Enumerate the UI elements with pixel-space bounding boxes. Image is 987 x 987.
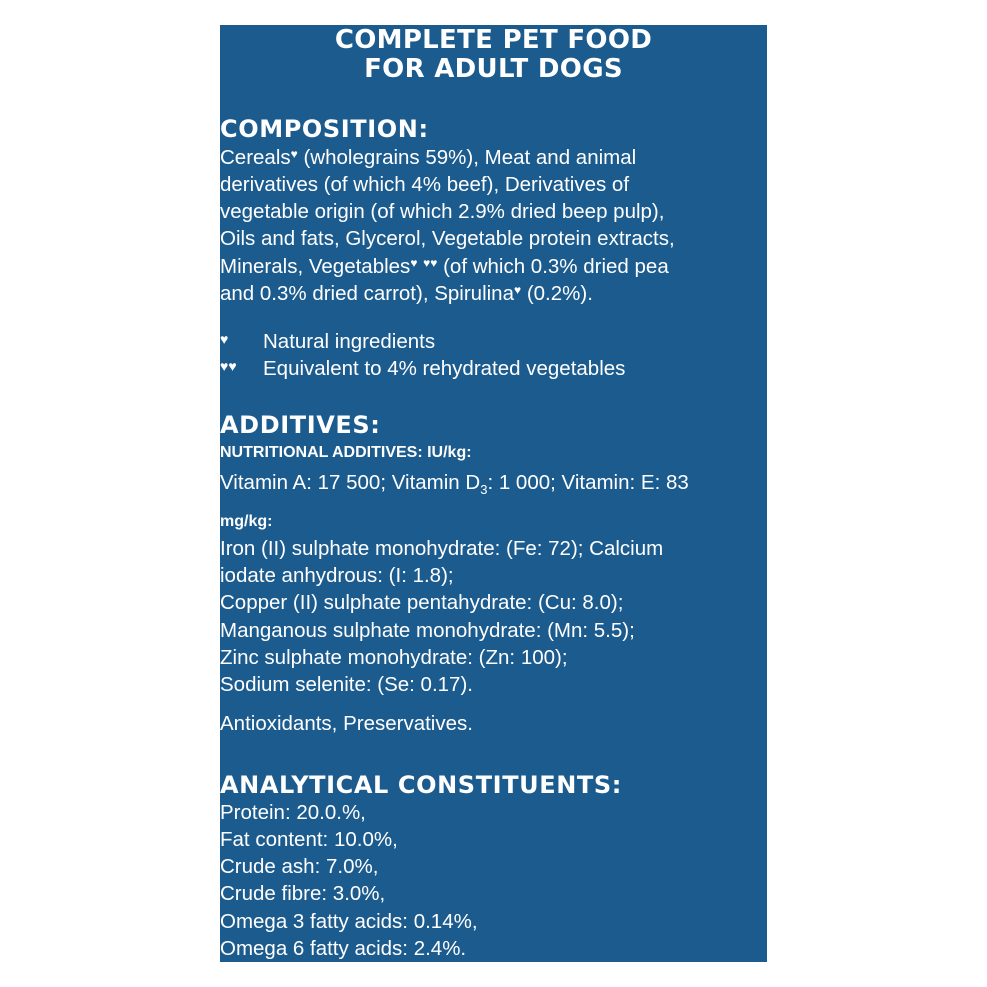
label-panel [220, 25, 767, 962]
mgkg-heading: mg/kg: [220, 513, 273, 530]
vitamins-text: Vitamin A: 17 500; Vitamin D [220, 471, 481, 494]
constituent-line: Protein: 20.0.%, [220, 801, 366, 824]
legend-natural-ingredients: Natural ingredients [263, 330, 436, 353]
constituent-line: Crude ash: 7.0%, [220, 855, 379, 878]
heart-icon: ♥ [220, 331, 229, 347]
mineral-line: Zinc sulphate monohydrate: (Zn: 100); [220, 646, 568, 669]
composition-line: derivatives (of which 4% beef), Derivatives of [220, 173, 630, 196]
composition-line [220, 280, 593, 307]
title-line-2: FOR ADULT DOGS [364, 54, 623, 84]
heart-icon: ♥ [290, 147, 298, 161]
vitamin-d-subscript: 3 [480, 482, 488, 498]
constituent-line: Fat content: 10.0%, [220, 828, 398, 851]
composition-text: Cereals [220, 146, 291, 169]
composition-heading: COMPOSITION: [220, 115, 429, 143]
constituent-line: Omega 6 fatty acids: 2.4%. [220, 937, 467, 960]
nutritional-additives-heading: NUTRITIONAL ADDITIVES: IU/kg: [220, 444, 472, 461]
composition-text: (of which 0.3% dried pea [437, 255, 669, 278]
composition-line: Oils and fats, Glycerol, Vegetable protein extracts, [220, 227, 675, 250]
mineral-line: Manganous sulphate monohydrate: (Mn: 5.5); [220, 619, 635, 642]
additives-heading: ADDITIVES: [220, 411, 381, 439]
mineral-line: Iron (II) sulphate monohydrate: (Fe: 72); Calcium [220, 537, 664, 560]
title-line-1: COMPLETE PET FOOD [334, 25, 653, 55]
composition-text: (wholegrains 59%), Meat and animal [297, 146, 637, 169]
double-heart-icon: ♥♥ [220, 358, 237, 374]
double-heart-icon: ♥♥ [423, 256, 438, 270]
composition-line [220, 144, 636, 171]
vitamins-text: : 1 000; Vitamin: E: 83 [487, 471, 689, 494]
mineral-line: iodate anhydrous: (I: 1.8); [220, 564, 454, 587]
composition-line [220, 253, 669, 280]
constituent-line: Crude fibre: 3.0%, [220, 882, 386, 905]
analytical-heading: ANALYTICAL CONSTITUENTS: [220, 771, 622, 799]
composition-text: (0.2%). [521, 282, 593, 305]
legend-rehydrated-vegetables: Equivalent to 4% rehydrated vegetables [263, 357, 626, 380]
composition-text: and 0.3% dried carrot), Spirulina [220, 282, 514, 305]
composition-text: Minerals, Vegetables [220, 255, 411, 278]
mineral-line: Sodium selenite: (Se: 0.17). [220, 673, 473, 696]
mineral-line: Copper (II) sulphate pentahydrate: (Cu: 8.0); [220, 591, 624, 614]
composition-line: vegetable origin (of which 2.9% dried beep pulp), [220, 200, 665, 223]
antioxidants-line: Antioxidants, Preservatives. [220, 712, 473, 735]
heart-icon: ♥ [410, 256, 418, 270]
heart-icon: ♥ [514, 283, 522, 297]
constituent-line: Omega 3 fatty acids: 0.14%, [220, 910, 478, 933]
vitamins-line [220, 469, 689, 496]
